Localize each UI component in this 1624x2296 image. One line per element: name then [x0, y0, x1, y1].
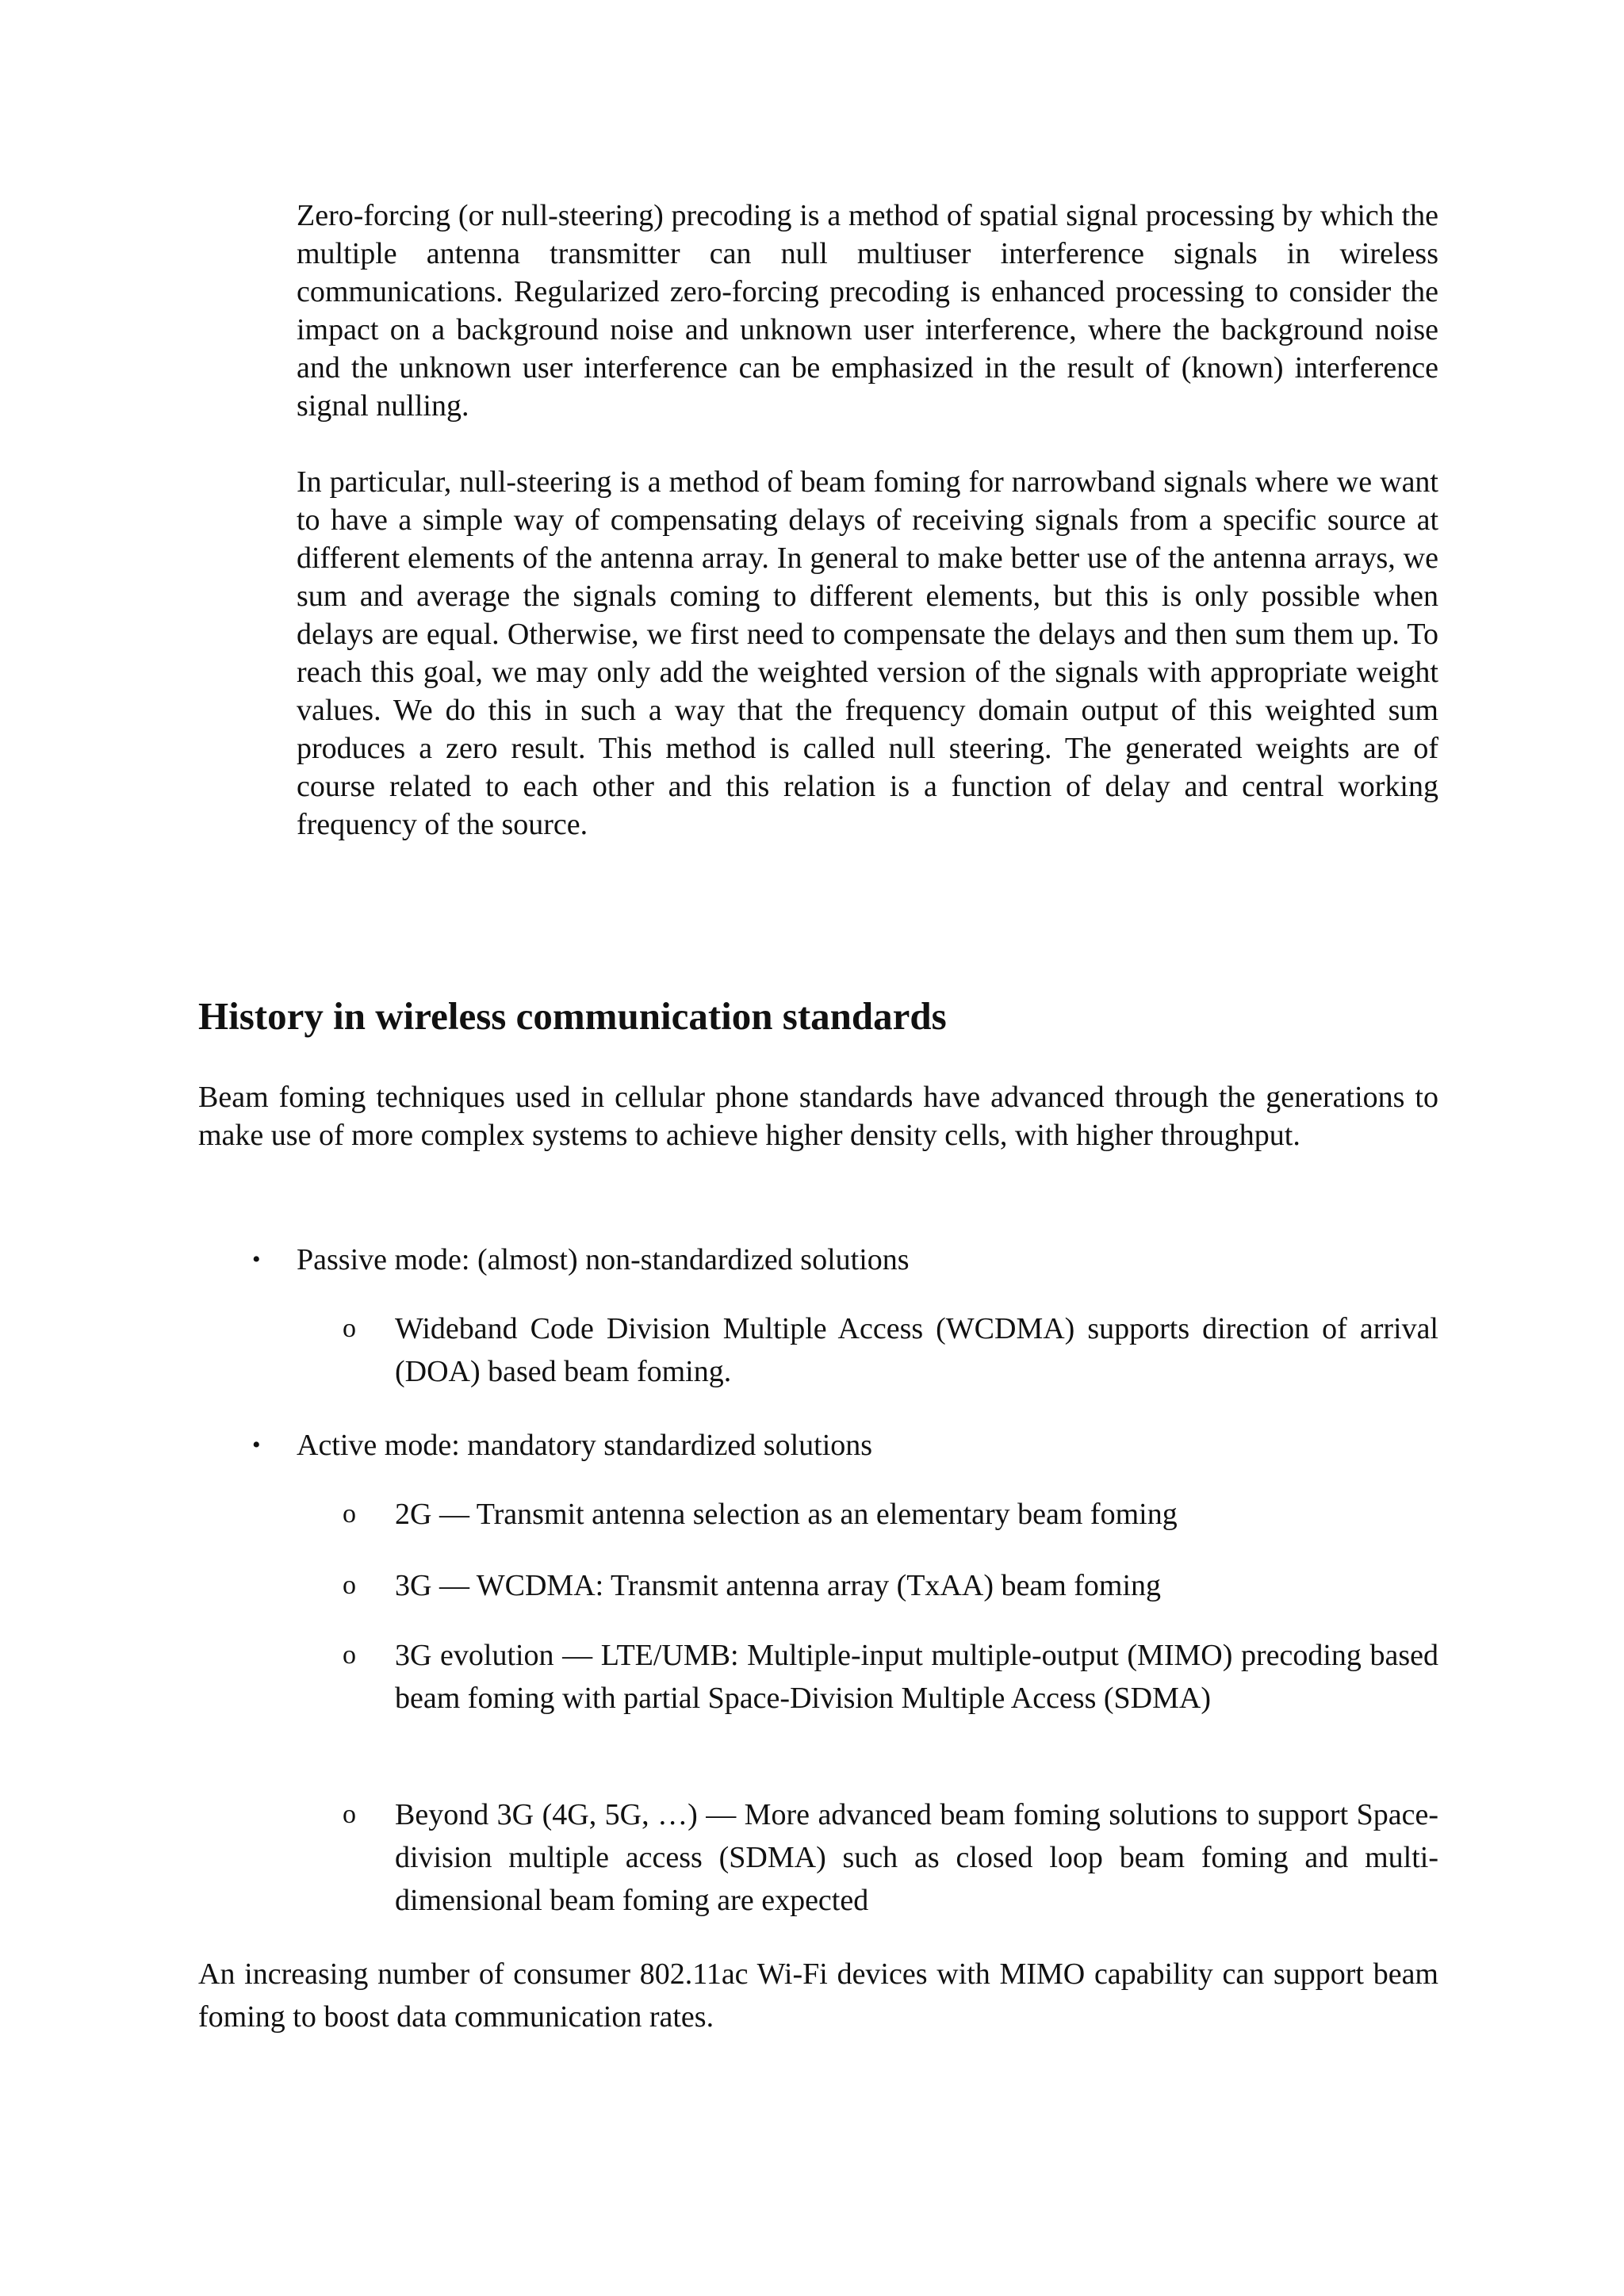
sub-item-beyond-3g [343, 1793, 1438, 1922]
bullet-icon: • [252, 1432, 261, 1458]
bullet-icon: • [252, 1246, 261, 1272]
section-heading: History in wireless communication standards [198, 994, 947, 1038]
sub-bullet-icon: o [343, 1571, 356, 1600]
sub-item-text: 2G — Transmit antenna selection as an elementary beam foming [395, 1498, 1178, 1531]
sub-item-wcdma-doa [343, 1307, 1438, 1393]
sub-bullet-icon: o [343, 1499, 356, 1529]
bullet-passive-label: Passive mode: (almost) non-standardized solutions [297, 1243, 910, 1276]
sub-item-text: 3G — WCDMA: Transmit antenna array (TxAA) beam foming [395, 1569, 1162, 1602]
sub-item-text: Wideband Code Division Multiple Access (WCDMA) supports direction of arrival (DOA) based beam foming. [395, 1312, 1438, 1388]
intro-paragraph-zero-forcing: Zero-forcing (or null-steering) precoding is a method of spatial signal processing by which the multiple antenna transmitter can null multiuser interference signals in wireless communications. Regularized zero-forcing precoding is enhanced processing to consider the impact on a background noise and unknown user interference, where the background noise and the unknown user interference can be emphasized in the result of (known) interference signal nulling. [297, 199, 1438, 423]
intro-paragraph-null-steering: In particular, null-steering is a method of beam foming for narrowband signals where we want to have a simple way of compensating delays of receiving signals from a specific source at different elements of the antenna array. In general to make better use of the antenna arrays, we sum and average the signals coming to different elements, but this is only possible when delays are equal. Otherwise, we first need to compensate the delays and then sum them up. To reach this goal, we may only add the weighted version of the signals with appropriate weight values. We do this in such a way that the frequency domain output of this weighted sum produces a zero result. This method is called null steering. The generated weights are of course related to each other and this relation is a function of delay and central working frequency of the source. [297, 465, 1438, 841]
sub-bullet-icon: o [343, 1314, 356, 1343]
bullet-active-mode [252, 1424, 1438, 1467]
section-intro-paragraph: Beam foming techniques used in cellular phone standards have advanced through the generations to make use of more complex systems to achieve higher density cells, with higher throughput. [198, 1081, 1438, 1152]
closing-paragraph: An increasing number of consumer 802.11ac Wi-Fi devices with MIMO capability can support beam foming to boost data communication rates. [198, 1957, 1438, 2034]
sub-item-3g [343, 1564, 1438, 1607]
bullet-passive-mode [252, 1238, 1438, 1281]
bullet-active-label: Active mode: mandatory standardized solutions [297, 1429, 873, 1462]
sub-item-text: 3G evolution — LTE/UMB: Multiple-input multiple-output (MIMO) precoding based beam foming with partial Space-Division Multiple Access (SDMA) [395, 1639, 1438, 1715]
sub-item-2g [343, 1493, 1438, 1536]
sub-bullet-icon: o [343, 1800, 356, 1829]
sub-item-text: Beyond 3G (4G, 5G, …) — More advanced beam foming solutions to support Space-division multiple access (SDMA) such as closed loop beam foming and multi-dimensional beam foming are expected [395, 1798, 1438, 1917]
sub-item-3g-evolution [343, 1634, 1438, 1720]
sub-bullet-icon: o [343, 1640, 356, 1670]
